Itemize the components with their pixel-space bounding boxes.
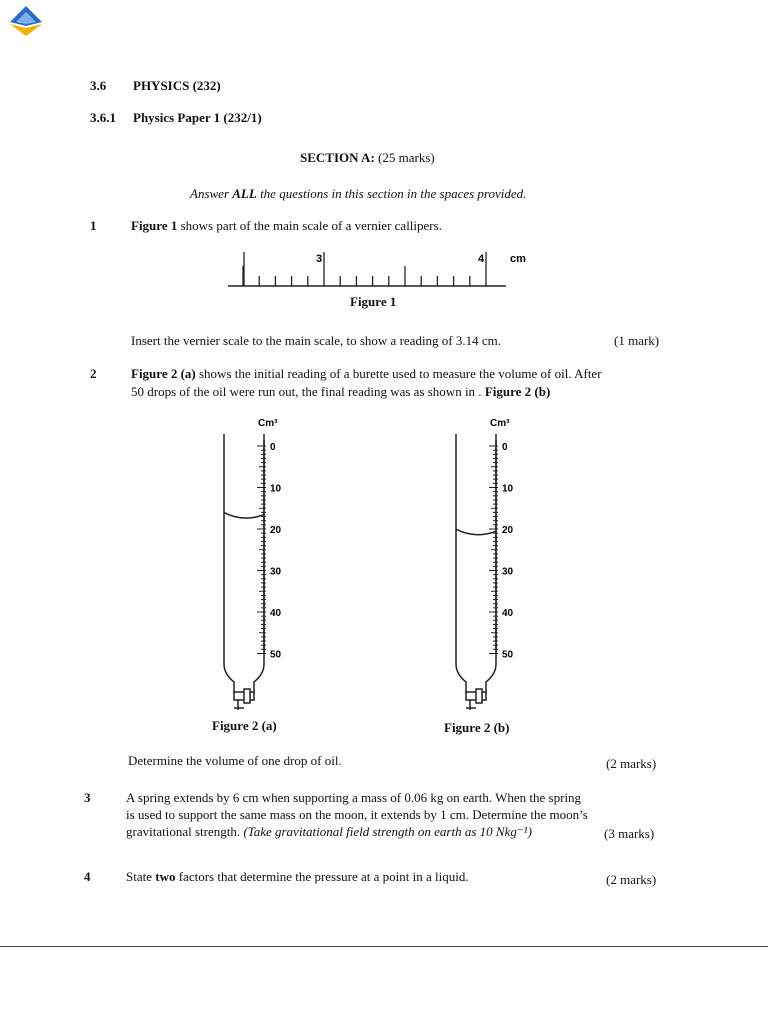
burette-tick-label: 10 bbox=[270, 483, 282, 495]
burette-tick-label: 50 bbox=[502, 649, 514, 661]
burette-b-ticks bbox=[489, 440, 498, 654]
question-1-marks: (1 mark) bbox=[614, 333, 660, 348]
burette-tick-label: 0 bbox=[270, 442, 276, 453]
burette-a-meniscus bbox=[224, 513, 264, 519]
scale-label-3: 3 bbox=[316, 253, 323, 265]
question-1-text bbox=[131, 218, 442, 234]
question-2-line2 bbox=[131, 384, 550, 400]
question-4-post: factors that determine the pressure at a point in a liquid. bbox=[175, 869, 469, 884]
vernier-main-scale bbox=[220, 244, 526, 294]
instruction-post: the questions in this section in the spaces provided. bbox=[256, 186, 527, 201]
scale-label-4: 4 bbox=[478, 253, 485, 265]
question-4-text bbox=[126, 869, 469, 885]
question-3-line1: A spring extends by 6 cm when supporting a mass of 0.06 kg on earth. When the spring bbox=[126, 790, 582, 805]
question-2-marks: (2 marks) bbox=[606, 756, 657, 771]
scale-ticks bbox=[243, 252, 486, 286]
burette-tick-label: 40 bbox=[502, 608, 514, 619]
question-1-figure-ref: Figure 1 bbox=[131, 218, 178, 233]
instruction-bold: ALL bbox=[232, 186, 257, 201]
question-4-marks: (2 marks) bbox=[606, 872, 657, 887]
burette-a-tube bbox=[224, 434, 264, 694]
burette-b-unit: Cm³ bbox=[490, 418, 510, 429]
burette-tick-label: 20 bbox=[270, 525, 282, 536]
section-number: 3.6 bbox=[90, 78, 107, 93]
burette-tick-label: 30 bbox=[502, 566, 514, 578]
question-3-line2: is used to support the same mass on the moon, it extends by 1 cm. Determine the moon’s bbox=[126, 807, 588, 822]
burette-a-tap bbox=[234, 689, 254, 710]
question-2-line1-body: shows the initial reading of a burette used to measure the volume of oil. After bbox=[195, 366, 602, 381]
question-3-line3-italic: (Take gravitational field strength on earth as 10 Nkg⁻¹) bbox=[243, 824, 532, 839]
question-3-number: 3 bbox=[84, 790, 91, 805]
question-2-task: Determine the volume of one drop of oil. bbox=[128, 753, 342, 768]
burette-b-meniscus bbox=[456, 529, 496, 535]
question-2-line1 bbox=[131, 366, 602, 382]
burette-tick-label: 50 bbox=[270, 649, 282, 661]
question-2-number: 2 bbox=[90, 366, 97, 381]
subsection-title: Physics Paper 1 (232/1) bbox=[133, 110, 262, 125]
figure-2a-caption: Figure 2 (a) bbox=[212, 718, 277, 733]
question-2-figure-ref: Figure 2 (a) bbox=[131, 366, 196, 381]
question-4-number: 4 bbox=[84, 869, 91, 884]
burette-tick-label: 20 bbox=[502, 525, 514, 536]
question-2-line2-body: 50 drops of the oil were run out, the final reading was as shown in . bbox=[131, 384, 485, 399]
instruction-pre: Answer bbox=[190, 186, 233, 201]
question-3-line3 bbox=[126, 824, 532, 840]
burette-a bbox=[200, 412, 310, 712]
subsection-number: 3.6.1 bbox=[90, 110, 116, 125]
question-1-task: Insert the vernier scale to the main scale, to show a reading of 3.14 cm. bbox=[131, 333, 502, 348]
burette-a-unit: Cm³ bbox=[258, 418, 278, 429]
burette-tick-label: 0 bbox=[502, 442, 508, 453]
question-1-number: 1 bbox=[90, 218, 97, 233]
figure-1-caption: Figure 1 bbox=[350, 294, 397, 309]
burette-b-tube bbox=[456, 434, 496, 694]
scale-unit: cm bbox=[510, 253, 526, 265]
burette-a-ticks bbox=[257, 440, 266, 654]
section-title: PHYSICS (232) bbox=[133, 78, 221, 93]
burette-tick-label: 40 bbox=[270, 608, 282, 619]
question-3-line3-body: gravitational strength. bbox=[126, 824, 244, 839]
question-2-line2-bold: Figure 2 (b) bbox=[484, 384, 551, 399]
question-4-pre: State bbox=[126, 869, 156, 884]
question-1-body: shows part of the main scale of a vernier callipers. bbox=[177, 218, 442, 233]
burette-b-tap bbox=[466, 689, 486, 710]
burette-tick-label: 30 bbox=[270, 566, 282, 578]
figure-2b-caption: Figure 2 (b) bbox=[444, 720, 510, 735]
publisher-logo bbox=[6, 4, 46, 38]
burette-a-labels bbox=[270, 442, 282, 661]
footer-rule bbox=[0, 946, 768, 947]
burette-tick-label: 10 bbox=[502, 483, 514, 495]
section-marks: (25 marks) bbox=[378, 150, 435, 165]
burette-b bbox=[432, 412, 542, 712]
burette-b-labels bbox=[502, 442, 514, 661]
section-heading bbox=[300, 150, 435, 166]
question-4-bold: two bbox=[155, 869, 176, 884]
question-3-marks: (3 marks) bbox=[604, 826, 655, 841]
section-heading-label: SECTION A: bbox=[300, 150, 375, 165]
section-instruction bbox=[190, 186, 526, 202]
